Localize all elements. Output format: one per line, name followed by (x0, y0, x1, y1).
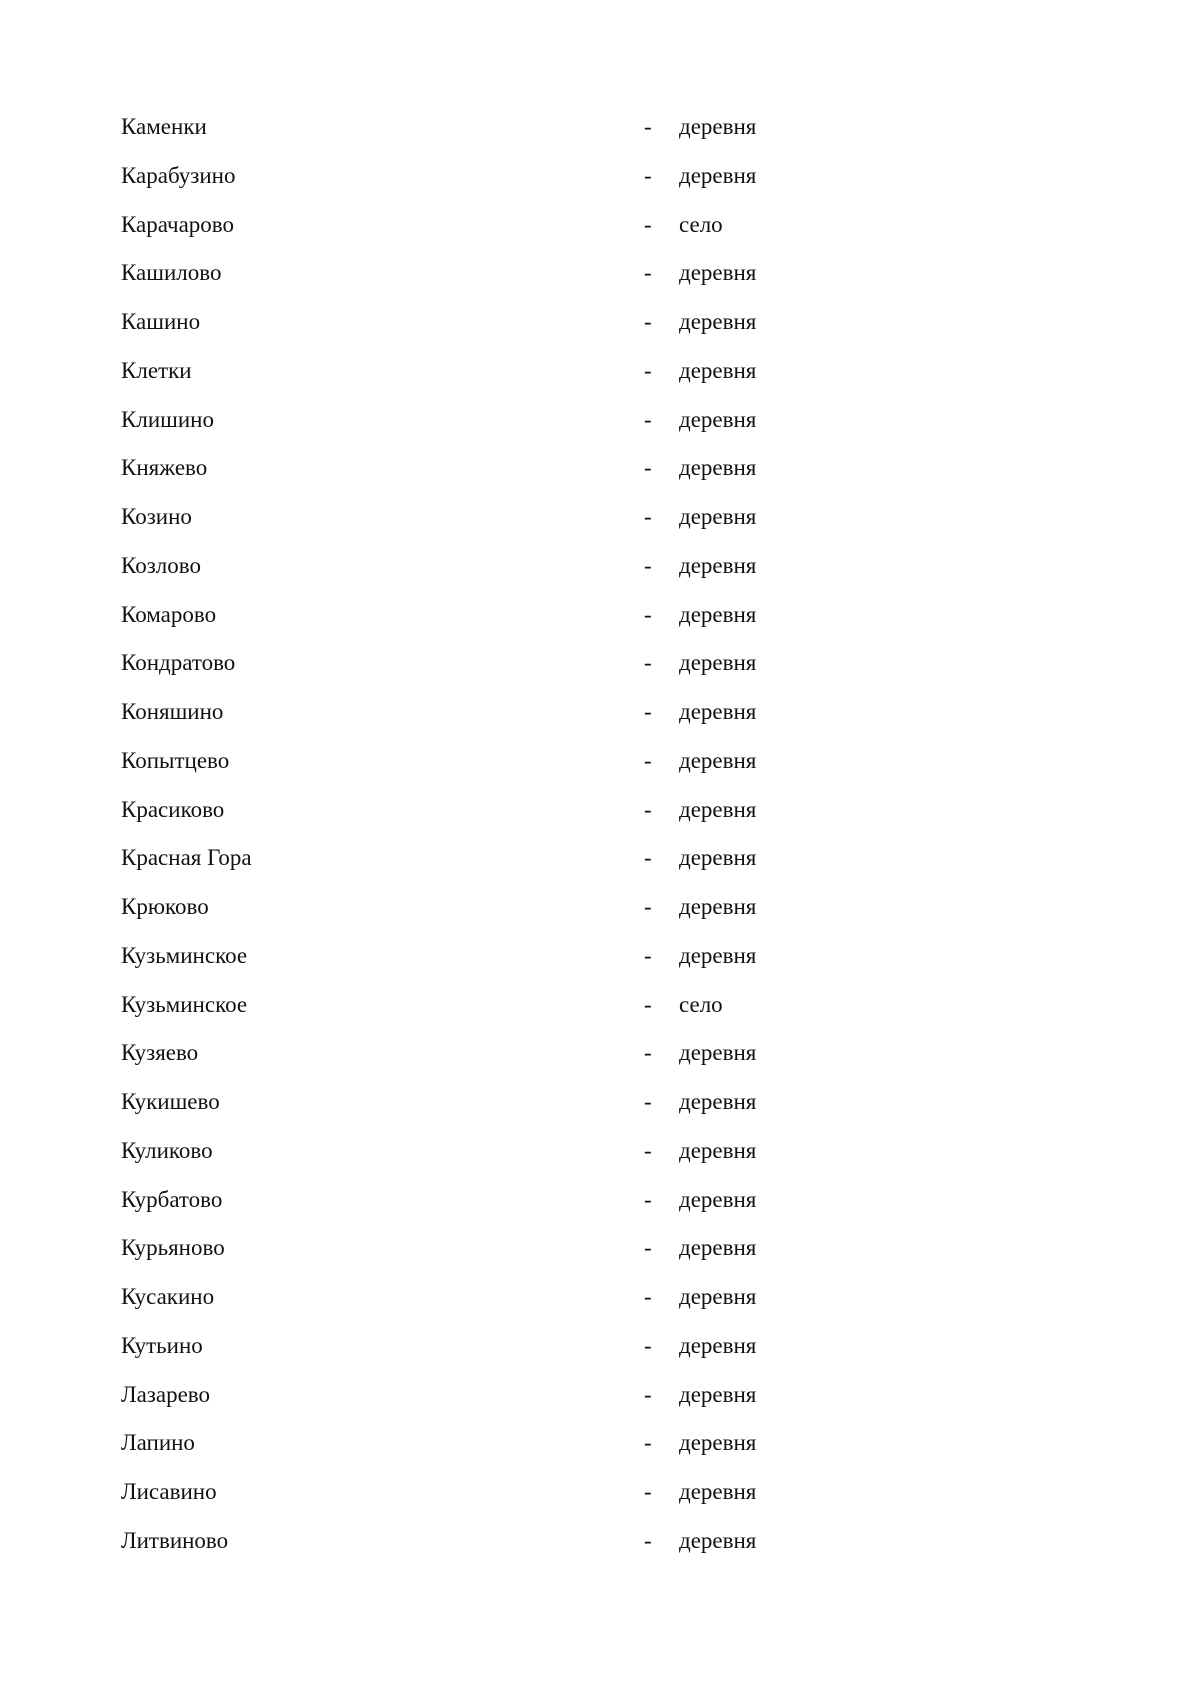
separator-dash: - (644, 1479, 652, 1504)
list-item (121, 793, 821, 842)
settlement-type: деревня (679, 1137, 757, 1163)
settlement-name: Кузьминское (121, 991, 248, 1017)
list-item (121, 1475, 821, 1524)
separator-dash: - (644, 1040, 652, 1066)
settlement-name: Лапино (121, 1430, 195, 1456)
settlement-name: Красиково (121, 796, 225, 822)
separator-dash: - (644, 1430, 652, 1456)
settlement-name: Кузьминское (121, 942, 248, 968)
list-item (121, 988, 821, 1037)
settlement-type: деревня (679, 309, 757, 334)
settlement-type: деревня (679, 747, 757, 773)
list-item (121, 305, 821, 354)
separator-dash: - (644, 260, 652, 286)
settlement-name: Клишино (121, 406, 214, 432)
settlement-name: Клетки (121, 357, 192, 383)
settlement-name: Кашилово (121, 260, 222, 286)
settlement-type: деревня (679, 1527, 757, 1553)
list-item (121, 744, 821, 793)
separator-dash: - (644, 162, 652, 188)
separator-dash: - (644, 991, 652, 1017)
settlement-name: Коняшино (121, 699, 224, 724)
settlement-type: деревня (679, 552, 757, 578)
settlement-name: Крюково (121, 894, 209, 919)
list-item (121, 256, 821, 305)
settlement-name: Козлово (121, 552, 201, 578)
list-item (121, 1378, 821, 1427)
list-item (121, 646, 821, 695)
separator-dash: - (644, 406, 652, 432)
settlement-name: Куликово (121, 1137, 213, 1163)
settlement-type: деревня (679, 894, 757, 919)
settlement-type: село (679, 991, 723, 1017)
list-item (121, 1134, 821, 1183)
list-item (121, 1085, 821, 1134)
settlement-type: деревня (679, 1430, 757, 1456)
settlement-name: Каменки (121, 114, 207, 139)
settlement-name: Княжево (121, 455, 208, 481)
separator-dash: - (644, 894, 652, 919)
settlement-name: Литвиново (121, 1527, 229, 1553)
settlement-type: деревня (679, 1479, 757, 1504)
list-item (121, 451, 821, 500)
separator-dash: - (644, 357, 652, 383)
settlement-type: деревня (679, 601, 757, 627)
settlement-type: деревня (679, 114, 757, 139)
list-item (121, 841, 821, 890)
settlement-type: деревня (679, 942, 757, 968)
settlement-type: деревня (679, 455, 757, 481)
settlement-type: деревня (679, 796, 757, 822)
settlement-name: Лазарево (121, 1381, 211, 1407)
separator-dash: - (644, 552, 652, 578)
list-item (121, 208, 821, 257)
settlement-name: Кашино (121, 309, 201, 334)
settlement-name: Кузяево (121, 1040, 199, 1066)
settlement-name: Копытцево (121, 747, 230, 773)
list-item (121, 1329, 821, 1378)
settlement-name: Кондратово (121, 650, 236, 676)
separator-dash: - (644, 1332, 652, 1358)
settlement-type: деревня (679, 504, 757, 529)
list-item (121, 549, 821, 598)
settlement-type: деревня (679, 845, 757, 871)
settlement-name: Комарово (121, 601, 217, 627)
separator-dash: - (644, 699, 652, 724)
separator-dash: - (644, 601, 652, 627)
list-item (121, 1231, 821, 1280)
settlement-name: Кукишево (121, 1089, 220, 1114)
separator-dash: - (644, 942, 652, 968)
list-item (121, 695, 821, 744)
list-item (121, 500, 821, 549)
settlement-type: деревня (679, 162, 757, 188)
settlement-name: Карачарово (121, 211, 235, 237)
list-item (121, 159, 821, 208)
settlement-type: деревня (679, 1381, 757, 1407)
separator-dash: - (644, 796, 652, 822)
separator-dash: - (644, 747, 652, 773)
separator-dash: - (644, 845, 652, 871)
settlement-name: Карабузино (121, 162, 236, 188)
settlement-type: деревня (679, 699, 757, 724)
separator-dash: - (644, 309, 652, 334)
settlement-type: деревня (679, 1040, 757, 1066)
settlement-type: деревня (679, 1332, 757, 1358)
settlement-name: Курьяново (121, 1235, 225, 1261)
separator-dash: - (644, 114, 652, 139)
separator-dash: - (644, 1235, 652, 1261)
list-item (121, 354, 821, 403)
settlement-list (121, 110, 821, 1573)
list-item (121, 110, 821, 159)
list-item (121, 939, 821, 988)
separator-dash: - (644, 1089, 652, 1114)
settlement-name: Кутьино (121, 1332, 203, 1358)
settlement-name: Кусакино (121, 1284, 215, 1309)
separator-dash: - (644, 1284, 652, 1309)
list-item (121, 1426, 821, 1475)
settlement-type: деревня (679, 357, 757, 383)
settlement-type: село (679, 211, 723, 237)
list-item (121, 598, 821, 647)
list-item (121, 403, 821, 452)
settlement-type: деревня (679, 650, 757, 676)
settlement-type: деревня (679, 406, 757, 432)
settlement-type: деревня (679, 1235, 757, 1261)
settlement-name: Красная Гора (121, 845, 252, 871)
list-item (121, 1280, 821, 1329)
settlement-type: деревня (679, 1089, 757, 1114)
settlement-type: деревня (679, 1284, 757, 1309)
separator-dash: - (644, 1381, 652, 1407)
separator-dash: - (644, 1527, 652, 1553)
settlement-type: деревня (679, 1186, 757, 1212)
separator-dash: - (644, 650, 652, 676)
list-item (121, 1524, 821, 1573)
separator-dash: - (644, 1186, 652, 1212)
list-item (121, 1036, 821, 1085)
settlement-type: деревня (679, 260, 757, 286)
separator-dash: - (644, 211, 652, 237)
list-item (121, 1183, 821, 1232)
separator-dash: - (644, 1137, 652, 1163)
separator-dash: - (644, 455, 652, 481)
settlement-name: Козино (121, 504, 192, 529)
separator-dash: - (644, 504, 652, 529)
list-item (121, 890, 821, 939)
settlement-name: Курбатово (121, 1186, 223, 1212)
settlement-name: Лисавино (121, 1479, 217, 1504)
